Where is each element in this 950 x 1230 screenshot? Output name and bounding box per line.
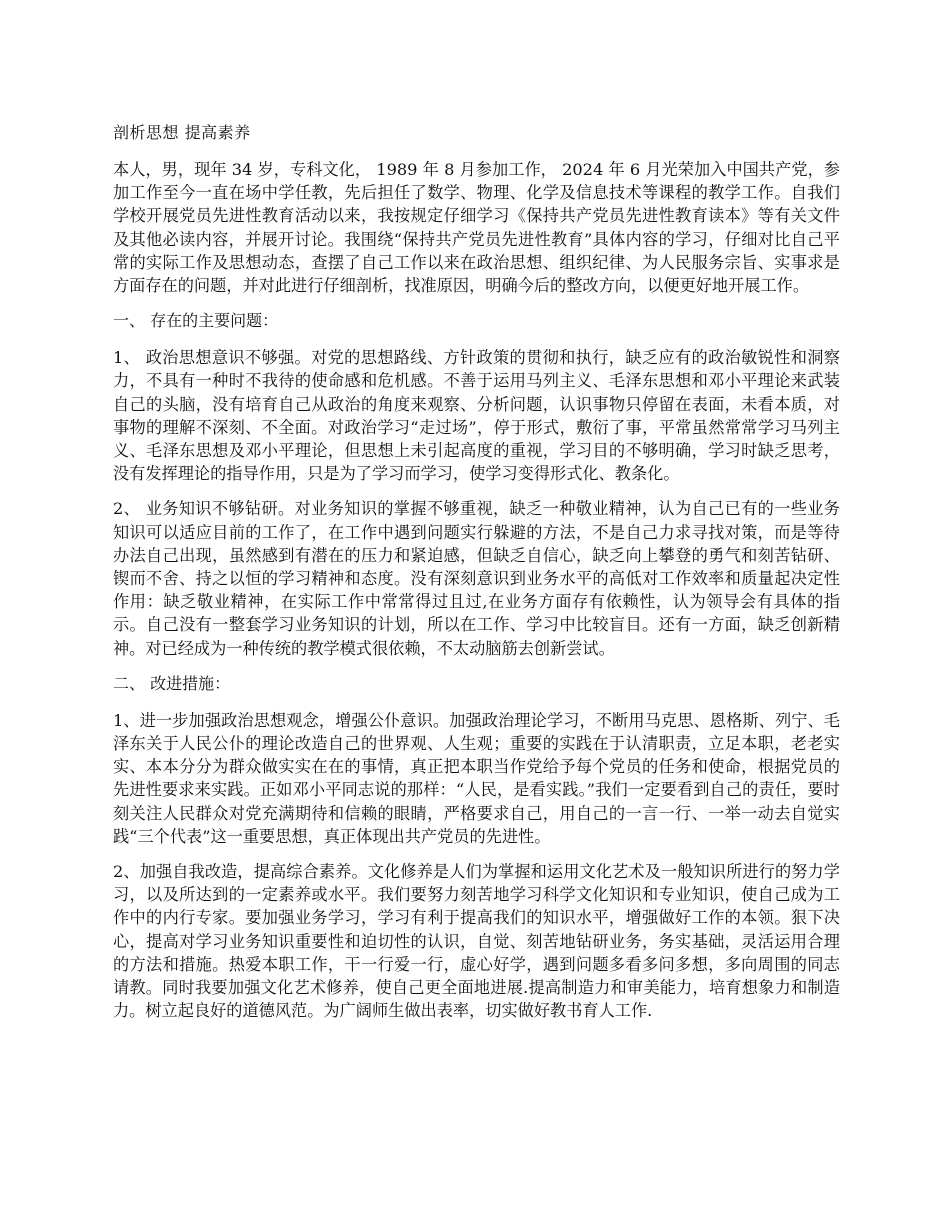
document-title: 剖析思想 提高素养	[113, 123, 251, 142]
measure-paragraph-1: 1、进一步加强政治思想观念，增强公仆意识。加强政治理论学习，不断用马克思、恩格斯、列宁、毛泽东关于人民公仆的理论改造自己的世界观、人生观；重要的实践在于认清职责，立足本职，老老实实、本本分分为群众做实实在在的事情，真正把本职当作党给予每个党员的任务和使命，根据党员的先进性要求来实践。正如邓小平同志说的那样：“人民，是看实践。”我们一定要看到自己的责任，要时刻关注人民群众对党充满期待和信赖的眼睛，严格要求自己，用自己的一言一行、一举一动去自觉实践“三个代表”这一重要思想，真正体现出共产党员的先进性。	[113, 710, 840, 846]
document-page	[113, 118, 840, 1035]
problem-paragraph-2: 2、 业务知识不够钻研。对业务知识的掌握不够重视，缺乏一种敬业精神，认为自己已有的一些业务知识可以适应目前的工作了，在工作中遇到问题实行躲避的方法，不是自己力求寻找对策，而是等待办法自己出现，虽然感到有潜在的压力和紧迫感，但缺乏自信心，缺乏向上攀登的勇气和刻苦钻研、锲而不舍、持之以恒的学习精神和态度。没有深刻意识到业务水平的高低对工作效率和质量起决定性作用：缺乏敬业精神，在实际工作中常常得过且过,在业务方面存有依赖性，认为领导会有具体的指示。自己没有一整套学习业务知识的计划，所以在工作、学习中比较盲目。还有一方面，缺乏创新精神。对已经成为一种传统的教学模式很依赖，不太动脑筋去创新尝试。	[113, 499, 840, 658]
section-heading-problems: 一、 存在的主要问题：	[113, 311, 279, 331]
problem-paragraph-1: 1、 政治思想意识不够强。对党的思想路线、方针政策的贯彻和执行，缺乏应有的政治敏锐性和洞察力，不具有一种时不我待的使命感和危机感。不善于运用马列主义、毛泽东思想和邓小平理论来武装自己的头脑，没有培育自己从政治的角度来观察、分析问题，认识事物只停留在表面，未看本质，对事物的理解不深刻、不全面。对政治学习“走过场”，停于形式，敷衍了事，平常虽然常常学习马列主义、毛泽东思想及邓小平理论，但思想上未引起高度的重视，学习目的不够明确，学习时缺乏思考，没有发挥理论的指导作用，只是为了学习而学习，使学习变得形式化、教条化。	[113, 348, 840, 484]
intro-paragraph: 本人，男，现年 34 岁，专科文化， 1989 年 8 月参加工作， 2024 年 6 月光荣加入中国共产党，参加工作至今一直在场中学任教，先后担任了数学、物理、化学及信息技术等课程的教学工作。自我们学校开展党员先进性教育活动以来，我按规定仔细学习《保持共产党员先进性教育读本》等有关文件及其他必读内容，并展开讨论。我围绕“保持共产党员先进性教育”具体内容的学习，仔细对比自己平常的实际工作及思想动态，查摆了自己工作以来在政治思想、组织纪律、为人民服务宗旨、实事求是方面存在的问题，并对此进行仔细剖析，找准原因，明确今后的整改方向，以便更好地开展工作。	[113, 160, 840, 296]
measure-paragraph-2: 2、加强自我改造，提高综合素养。文化修养是人们为掌握和运用文化艺术及一般知识所进行的努力学习，以及所达到的一定素养或水平。我们要努力刻苦地学习科学文化知识和专业知识，使自己成为工作中的内行专家。要加强业务学习，学习有利于提高我们的知识水平，增强做好工作的本领。狠下决心，提高对学习业务知识重要性和迫切性的认识，自觉、刻苦地钻研业务，务实基础，灵活运用合理的方法和措施。热爱本职工作，干一行爱一行，虚心好学，遇到问题多看多问多想，多向周围的同志请教。同时我要加强文化艺术修养，使自己更全面地进展.提高制造力和审美能力，培育想象力和制造力。树立起良好的道德风范。为广阔师生做出表率，切实做好教书育人工作.	[113, 862, 840, 1021]
section-heading-measures: 二、 改进措施：	[113, 673, 231, 693]
